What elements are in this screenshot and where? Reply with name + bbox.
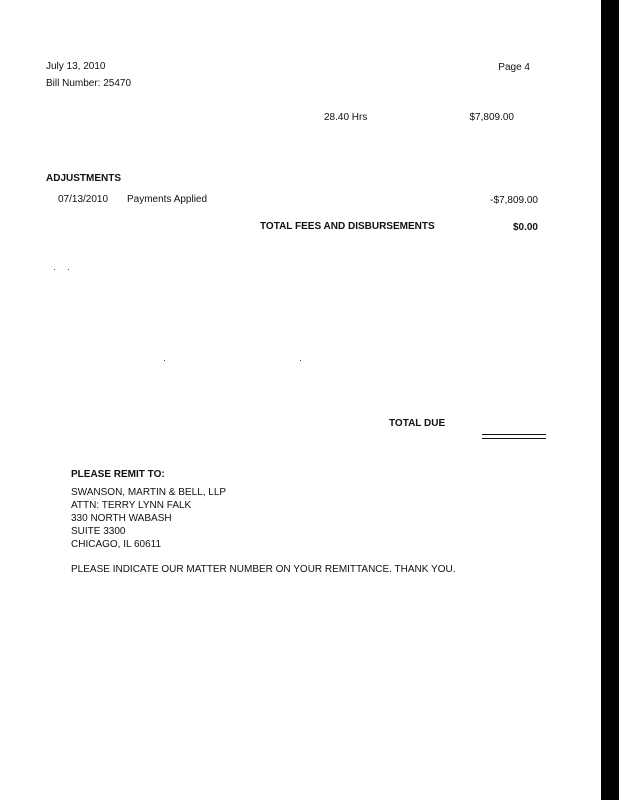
remit-attention: ATTN: TERRY LYNN FALK — [71, 500, 192, 511]
bill-number: Bill Number: 25470 — [46, 78, 132, 89]
page-number: Page 4 — [498, 62, 530, 73]
remit-suite: SUITE 3300 — [71, 526, 126, 537]
adjustment-amount: -$7,809.00 — [490, 195, 538, 206]
fees-amount: $7,809.00 — [469, 112, 514, 123]
total-hours: 28.40 Hrs — [324, 112, 368, 123]
adjustments-heading: ADJUSTMENTS — [46, 173, 122, 184]
total-due-rule-upper — [482, 434, 546, 435]
remittance-note: PLEASE INDICATE OUR MATTER NUMBER ON YOUR REMITTANCE. THANK YOU. — [71, 564, 456, 575]
remit-heading: PLEASE REMIT TO: — [71, 469, 165, 480]
remit-street: 330 NORTH WABASH — [71, 513, 172, 524]
scan-speck — [300, 360, 301, 361]
scan-speck — [54, 269, 55, 270]
total-due-label: TOTAL DUE — [389, 418, 446, 429]
total-fees-label: TOTAL FEES AND DISBURSEMENTS — [260, 221, 435, 232]
scan-speck — [68, 269, 69, 270]
total-fees-value: $0.00 — [512, 222, 538, 233]
adjustment-description: Payments Applied — [127, 194, 208, 205]
invoice-date: July 13, 2010 — [46, 61, 106, 72]
adjustment-date: 07/13/2010 — [58, 194, 109, 205]
scan-edge-bar — [601, 0, 619, 800]
remit-firm: SWANSON, MARTIN & BELL, LLP — [71, 487, 227, 498]
total-due-rule-lower — [482, 438, 546, 439]
scan-speck — [164, 360, 165, 361]
remit-city: CHICAGO, IL 60611 — [71, 539, 162, 550]
